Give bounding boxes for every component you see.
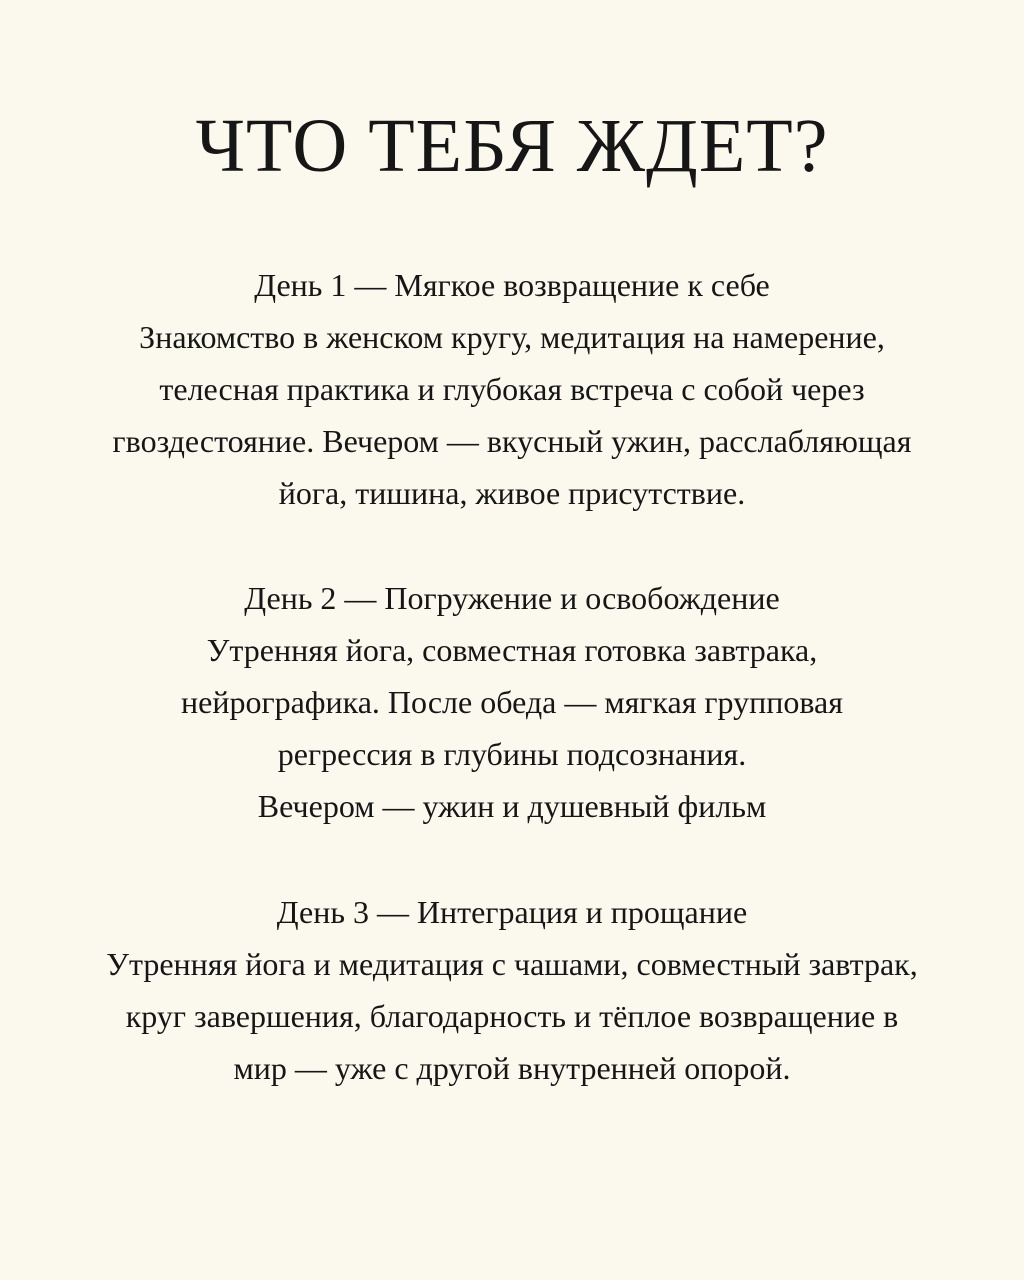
day-2-text-line: нейрографика. После обеда — мягкая групповая (181, 684, 843, 720)
day-1-text-line: йога, тишина, живое присутствие. (278, 475, 746, 511)
day-3-text-line: круг завершения, благодарность и тёплое возвращение в (125, 998, 899, 1034)
day-3-heading: День 3 — Интеграция и прощание (276, 894, 748, 930)
day-1-section (20, 259, 1004, 519)
day-2-text-line: Утренняя йога, совместная готовка завтрака, (206, 632, 818, 668)
day-2-text-line: Вечером — ужин и душевный фильм (257, 788, 767, 824)
day-3-section (20, 886, 1004, 1094)
day-3-text-line: мир — уже с другой внутренней опорой. (233, 1050, 791, 1086)
day-2-section (20, 572, 1004, 832)
day-2-heading: День 2 — Погружение и освобождение (244, 580, 780, 616)
day-1-text-line: Знакомство в женском кругу, медитация на намерение, (139, 319, 885, 355)
day-1-heading: День 1 — Мягкое возвращение к себе (254, 267, 770, 303)
page-title: ЧТО ТЕБЯ ЖДЕТ? (195, 104, 829, 188)
day-1-text-line: телесная практика и глубокая встреча с собой через (159, 371, 865, 407)
day-1-text-line: гвоздестояние. Вечером — вкусный ужин, расслабляющая (112, 423, 912, 459)
day-2-text-line: регрессия в глубины подсознания. (277, 736, 747, 772)
day-3-text-line: Утренняя йога и медитация с чашами, совместный завтрак, (106, 946, 918, 982)
